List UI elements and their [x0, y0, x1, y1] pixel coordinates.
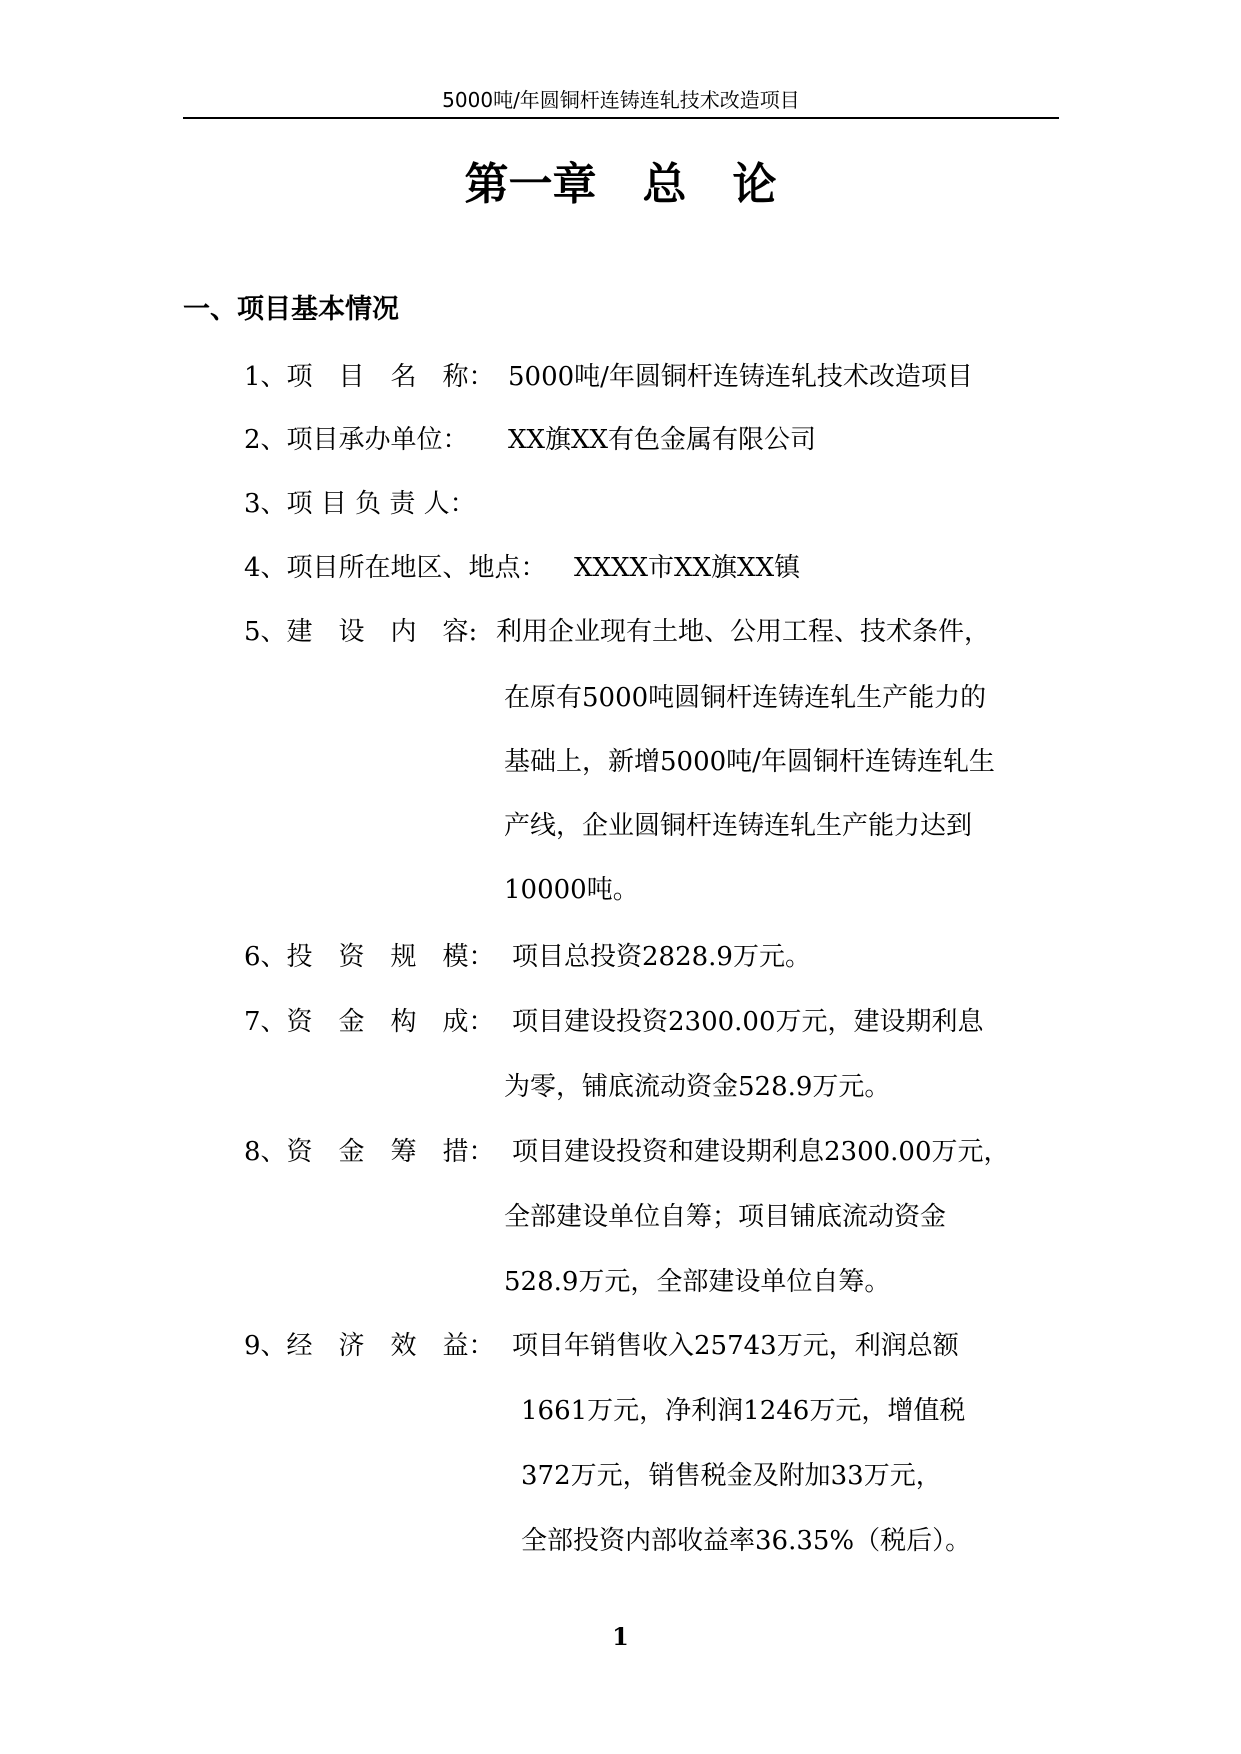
- page-number: 1: [612, 1622, 629, 1651]
- item-label: 1、项 目 名 称：: [244, 362, 495, 392]
- item-value: XX旗XX有色金属有限公司: [508, 425, 817, 455]
- item-value-continuation: 372万元，销售税金及附加33万元，: [521, 1461, 942, 1491]
- item-value: 项目建设投资2300.00万元，建设期利息: [512, 1007, 984, 1037]
- page-header: 5000吨/年圆铜杆连铸连轧技术改造项目: [442, 88, 800, 112]
- item-value: 项目年销售收入25743万元，利润总额: [512, 1331, 959, 1361]
- item-value-continuation: 528.9万元，全部建设单位自筹。: [504, 1267, 891, 1297]
- item-label: 7、资 金 构 成：: [244, 1007, 495, 1037]
- item-value-continuation: 在原有5000吨圆铜杆连铸连轧生产能力的: [504, 683, 987, 713]
- section-heading: 一、项目基本情况: [183, 294, 399, 325]
- item-label: 3、项 目 负 责 人：: [244, 489, 476, 519]
- item-value-continuation: 基础上，新增5000吨/年圆铜杆连铸连轧生: [504, 747, 995, 777]
- item-label: 9、经 济 效 益：: [244, 1331, 495, 1361]
- item-value: 项目建设投资和建设期利息2300.00万元，: [512, 1137, 1010, 1167]
- item-value-continuation: 为零，铺底流动资金528.9万元。: [504, 1072, 891, 1102]
- item-label: 8、资 金 筹 措：: [244, 1137, 495, 1167]
- item-value-continuation: 产线，企业圆铜杆连铸连轧生产能力达到: [504, 811, 973, 841]
- item-value: 利用企业现有土地、公用工程、技术条件，: [496, 617, 991, 647]
- chapter-title: 第一章 总 论: [464, 159, 777, 210]
- item-value: 5000吨/年圆铜杆连铸连轧技术改造项目: [508, 362, 973, 392]
- item-value: XXXX市XX旗XX镇: [574, 553, 801, 583]
- item-label: 6、投 资 规 模：: [244, 942, 495, 972]
- item-value-continuation: 1661万元，净利润1246万元，增值税: [521, 1396, 966, 1426]
- item-value-continuation: 10000吨。: [504, 875, 639, 905]
- item-value-continuation: 全部投资内部收益率36.35%（税后）。: [521, 1526, 972, 1556]
- item-value-continuation: 全部建设单位自筹；项目铺底流动资金: [504, 1202, 947, 1232]
- item-label: 2、项目承办单位：: [244, 425, 469, 455]
- item-label: 5、建 设 内 容:: [244, 617, 478, 647]
- header-rule: [183, 117, 1059, 119]
- item-value: 项目总投资2828.9万元。: [512, 942, 811, 972]
- item-label: 4、项目所在地区、地点：: [244, 553, 547, 583]
